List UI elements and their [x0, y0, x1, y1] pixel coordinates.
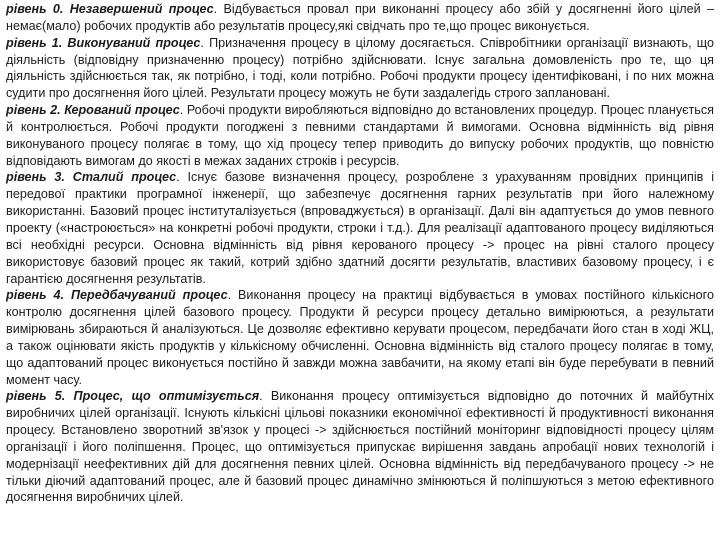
level-0 [6, 1, 714, 35]
level-1-title: рівень 1. Виконуваний процес [6, 35, 201, 50]
level-5-title: рівень 5. Процес, що оптимізується [6, 389, 260, 404]
level-5 [6, 388, 714, 506]
maturity-levels-text [6, 0, 714, 506]
level-1 [6, 35, 714, 102]
level-2-title: рівень 2. Керований процес [6, 103, 180, 118]
level-4 [6, 287, 714, 388]
level-4-text: . Виконання процесу на практиці відбувається в умовах постійного кількісного контролю досягнення цілей базового процесу. Продукти й ресурси процесу детально вимірюються, а результати вимірювань збираються й аналізуються. Це дозволяє ефективно керувати процесом, передбачати його стан в ході ЖЦ, а також оцінювати якість продуктів у кількісному обчисленні. Основна відмінність від сталого процесу полягає в тому, що адаптований процес виконується постійно й завжди можна завбачити, на якому етапі він буде перебувати в певний момент часу. [6, 288, 714, 387]
level-3-title: рівень 3. Сталий процес [6, 170, 177, 185]
level-0-text: . Відбувається провал при виконанні процесу або збій у досягненні його цілей – немає(мало) робочих продуктів або результатів процесу,які свідчать про те,що процес виконується. [6, 2, 714, 33]
level-2-text: . Робочі продукти виробляються відповідно до встановлених процедур. Процес планується й контролюється. Робочі продукти погоджені з певними стандартами й вимогами. Основна відмінність від рівня виконуваного процесу полягає в тому, що хід процесу тепер приводить до випуску робочих продуктів, що повністю відповідають вимогам до якості в межах заданих строків і ресурсів. [6, 103, 714, 168]
level-5-text: . Виконання процесу оптимізується відповідно до поточних й майбутніх виробничих цілей організації. Існують кількісні цільові показники економічної ефективності й продуктивності виконання процесу. Встановлено зворотний зв'язок у процесі -> здійснюється постійний моніторинг відповідності процесу цілям організації і його поліпшення. Процес, що оптимізується припускає вирішення завдань апробації нових технологій і модернізації неефективних дій для досягнення певних цілей. Основна відмінність від передбачуваного процесу -> не тільки діючий адаптований процес, але й базовий процес динамічно змінюються й поліпшуються з метою ефективного досягнення виробничих цілей. [6, 389, 714, 505]
level-3 [6, 169, 714, 287]
level-4-title: рівень 4. Передбачуваний процес [6, 288, 228, 303]
level-3-text: . Існує базове визначення процесу, розроблене з урахуванням провідних принципів і передової практики програмної інженерії, що забезпечує досягнення гарних результатів при його належному використанні. Базовий процес інституталізується (впроваджується) в організації. Далі він адаптується до умов певного проекту («настроюється» на конкретні робочі продукти, строки і т.д.). Для реалізації адаптованого процесу виділяються всі необхідні ресурси. Основна відмінність від рівня керованого процесу -> процес на рівні сталого процесу використовує базовий процес як такий, котрий здібно здатний досягти результатів, властивих базовому процесу, і є гарантією досягнення результатів. [6, 170, 714, 286]
level-0-title: рівень 0. Незавершений процес [6, 2, 214, 16]
level-1-text: . Призначення процесу в цілому досягається. Співробітники організації визнають, що діяльність (відповідну призначенню процесу) потрібно здійснювати. Існує загальна домовленість про те, що ця діяльність здійснюється так, як потрібно, і тоді, коли потрібно. Робочі продукти процесу ідентифіковані, і по них можна судити про досягнення його цілей. Результати процесу можуть не бути заздалегідь строго заплановані. [6, 35, 714, 101]
level-2 [6, 102, 714, 169]
